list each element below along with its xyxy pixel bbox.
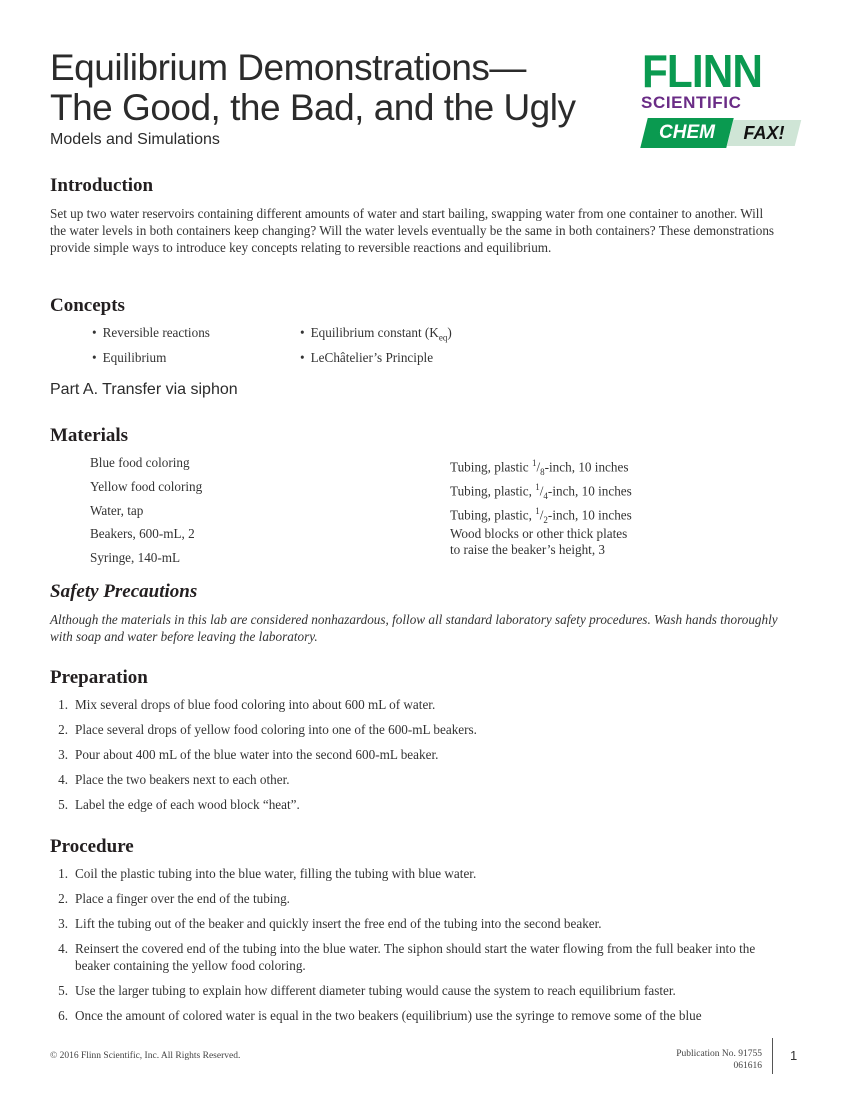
concept-item: • Equilibrium — [92, 349, 166, 366]
procedure-step: 6. Once the amount of colored water is equal in the two beakers (equilibrium) use the syringe to remove some of the blue — [50, 1007, 780, 1024]
step-text: Label the edge of each wood block “heat”. — [75, 797, 300, 812]
preparation-step: 3. Pour about 400 mL of the blue water into the second 600-mL beaker. — [50, 746, 780, 763]
preparation-step: 2. Place several drops of yellow food coloring into one of the 600-mL beakers. — [50, 721, 780, 738]
logo-scientific-text: SCIENTIFIC — [641, 93, 742, 112]
material-item-tubing: Tubing, plastic, $^1/_4$-inch, 10 inches — [450, 482, 632, 502]
keq-prefix: Equilibrium constant (K — [310, 325, 439, 340]
step-text: Pour about 400 mL of the blue water into the second 600-mL beaker. — [75, 747, 439, 762]
copyright: © 2016 Flinn Scientific, Inc. All Rights Reserved. — [50, 1051, 241, 1061]
concept-item: • Reversible reactions — [92, 324, 210, 341]
step-text: Lift the tubing out of the beaker and quickly insert the free end of the tubing into the second beaker. — [75, 916, 602, 931]
part-a-heading: Part A. Transfer via siphon — [50, 381, 238, 398]
logo-fax-text: FAX! — [743, 123, 785, 143]
logo-chem-text: CHEM — [659, 122, 715, 143]
procedure-step: 2. Place a finger over the end of the tubing. — [50, 890, 780, 907]
material-item: Blue food coloring — [90, 455, 190, 470]
material-item-wood-line-1: Wood blocks or other thick plates — [450, 526, 628, 541]
publication-info — [676, 1048, 762, 1072]
step-text: Coil the plastic tubing into the blue water, filling the tubing with blue water. — [75, 866, 477, 881]
safety-text: Although the materials in this lab are considered nonhazardous, follow all standard laboratory safety procedures. Wash hands thoroughly with soap and water before leaving the laboratory. — [50, 612, 778, 644]
preparation-step: 5. Label the edge of each wood block “heat”. — [50, 796, 780, 813]
step-text: Place a finger over the end of the tubing. — [75, 891, 290, 906]
concept-item: • LeChâtelier’s Principle — [300, 349, 433, 366]
tubing-prefix: Tubing, plastic — [450, 459, 532, 475]
title-line-1: Equilibrium Demonstrations— — [50, 47, 526, 88]
preparation-heading: Preparation — [50, 667, 148, 688]
flinn-chemfax-logo — [640, 45, 800, 150]
material-item-wood-line-2: to raise the beaker’s height, 3 — [450, 542, 606, 557]
footer-divider — [772, 1038, 773, 1074]
tubing-suffix: -inch, 10 inches — [544, 459, 629, 475]
step-text: Reinsert the covered end of the tubing into the blue water. The siphon should start the water flowing from the full beaker into the beaker containing the yellow food coloring. — [75, 941, 756, 973]
fraction-denominator: 2 — [543, 515, 548, 526]
step-text: Once the amount of colored water is equal in the two beakers (equilibrium) use the syringe to remove some of the blue — [75, 1008, 702, 1023]
step-text: Place the two beakers next to each other. — [75, 772, 290, 787]
logo-chem-block — [640, 118, 733, 148]
material-item: Yellow food coloring — [90, 479, 203, 494]
preparation-step: 1. Mix several drops of blue food coloring into about 600 mL of water. — [50, 696, 780, 713]
fraction-numerator: 1 — [535, 482, 540, 492]
subtitle: Models and Simulations — [50, 131, 220, 148]
material-item-tubing: Tubing, plastic, $^1/_2$-inch, 10 inches — [450, 506, 632, 526]
logo-fax-block — [727, 120, 801, 146]
procedure-heading: Procedure — [50, 836, 134, 857]
page-number: 1 — [790, 1048, 798, 1063]
publication-code: 061616 — [733, 1061, 762, 1071]
logo-flinn-text: FLINN — [642, 45, 762, 97]
fraction-numerator: 1 — [531, 458, 537, 468]
preparation-step: 4. Place the two beakers next to each other. — [50, 771, 780, 788]
step-text: Place several drops of yellow food coloring into one of the 600-mL beakers. — [75, 722, 477, 737]
procedure-step: 4. Reinsert the covered end of the tubing into the blue water. The siphon should start the water flowing from the full beaker into the beaker containing the yellow food coloring. — [50, 940, 780, 974]
introduction-text: Set up two water reservoirs containing different amounts of water and start bailing, swapping water from one container to another. Will the water levels in both containers keep changing? Will the water levels eventually be the same in both containers? These demonstrations provide simple ways to introduce key concepts relating to reversible reactions and equilibrium. — [50, 206, 775, 255]
title-line-2: The Good, the Bad, and the Ugly — [50, 87, 576, 128]
material-item: Syringe, 140-mL — [90, 550, 181, 565]
tubing-suffix: -inch, 10 inches — [547, 483, 632, 499]
fraction-denominator: 4 — [543, 491, 548, 502]
material-item-tubing: Tubing, plastic $^1/_8$-inch, 10 inches — [450, 458, 629, 478]
tubing-prefix: Tubing, plastic, — [450, 507, 536, 523]
introduction-heading: Introduction — [50, 175, 154, 196]
concept-item-keq — [300, 324, 452, 347]
keq-suffix: ) — [447, 325, 452, 340]
keq-subscript: eq — [438, 332, 448, 343]
tubing-suffix: -inch, 10 inches — [547, 507, 632, 523]
publication-number: Publication No. 91755 — [676, 1049, 762, 1059]
material-item: Water, tap — [90, 503, 144, 518]
material-item: Beakers, 600-mL, 2 — [90, 526, 195, 541]
page-title — [50, 48, 575, 128]
tubing-prefix: Tubing, plastic, — [450, 483, 536, 499]
step-text: Mix several drops of blue food coloring into about 600 mL of water. — [75, 697, 436, 712]
materials-heading: Materials — [50, 425, 129, 446]
step-text: Use the larger tubing to explain how different diameter tubing would cause the system to reach equilibrium faster. — [75, 983, 676, 998]
procedure-step: 3. Lift the tubing out of the beaker and quickly insert the free end of the tubing into the second beaker. — [50, 915, 780, 932]
procedure-step: 5. Use the larger tubing to explain how different diameter tubing would cause the system to reach equilibrium faster. — [50, 982, 780, 999]
safety-heading: Safety Precautions — [50, 581, 198, 602]
concepts-heading: Concepts — [50, 295, 125, 316]
fraction-denominator: 8 — [540, 467, 545, 478]
procedure-step: 1. Coil the plastic tubing into the blue water, filling the tubing with blue water. — [50, 865, 780, 882]
fraction-numerator: 1 — [535, 506, 540, 516]
